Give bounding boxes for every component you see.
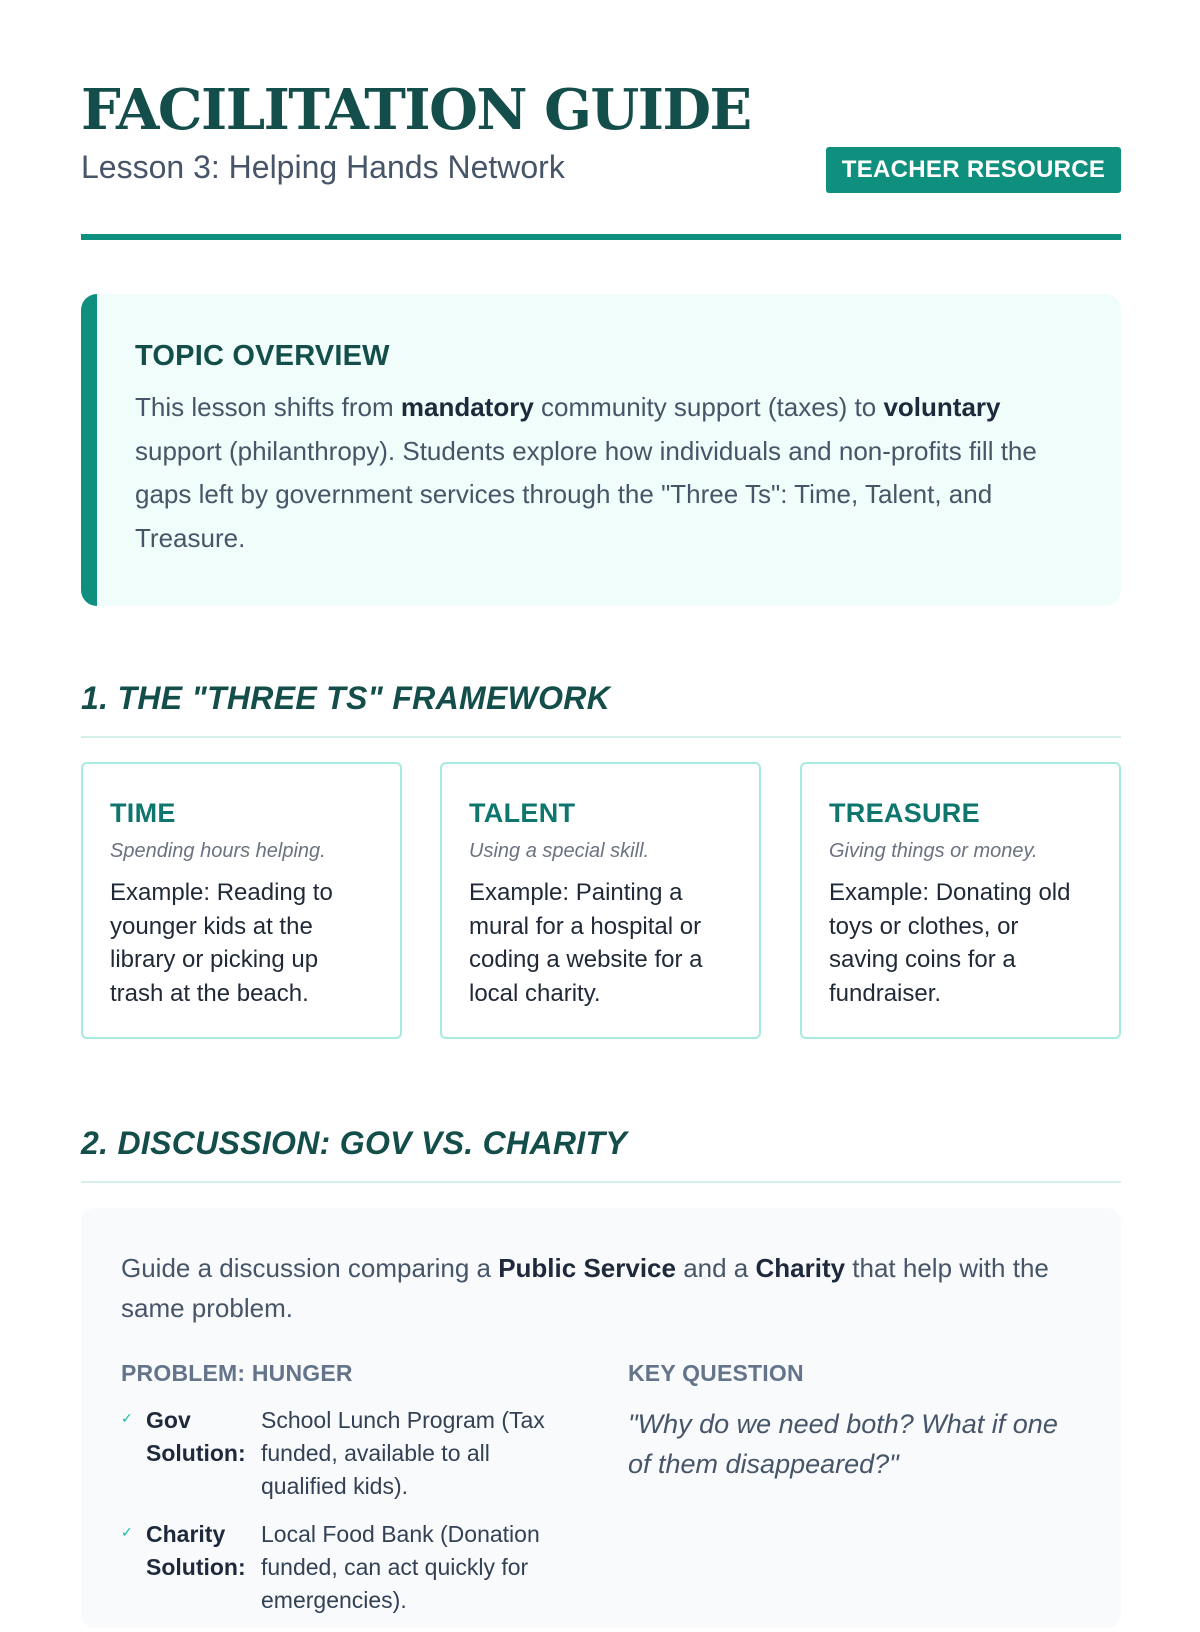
intro-text-part: that help with the same problem. [121,1253,1049,1323]
item-text: School Lunch Program (Tax funded, available to all qualified kids). [261,1407,545,1499]
card-example: Example: Painting a mural for a hospital or coding a website for a local charity. [469,879,703,1007]
key-question-label: KEY QUESTION [628,1360,804,1386]
item-label: Gov Solution: [146,1407,246,1466]
item-label: Charity Solution: [146,1521,246,1580]
card-subtitle: Using a special skill. [469,840,650,862]
three-ts-cards [81,762,1121,1039]
overview-text-part: This lesson shifts from [135,392,401,422]
intro-text-part: and a [675,1253,756,1283]
topic-overview-box [81,294,1121,606]
overview-heading: TOPIC OVERVIEW [135,340,390,372]
overview-bold-mandatory: mandatory [400,392,534,422]
list-item-charity [121,1518,581,1632]
discussion-box [81,1208,1121,1628]
section-heading-framework: 1. THE "THREE TS" FRAMEWORK [81,682,1121,738]
check-icon: ✓ [121,1524,133,1540]
header-divider [81,234,1121,240]
card-talent [440,762,761,1039]
intro-bold-charity: Charity [755,1253,846,1283]
overview-text [135,386,1090,560]
card-subtitle: Spending hours helping. [110,840,326,862]
overview-text-part: community support (taxes) to [533,392,884,422]
lesson-subtitle: Lesson 3: Helping Hands Network [81,149,565,185]
item-text: Local Food Bank (Donation funded, can act quickly for emergencies). [261,1521,540,1613]
problem-label: PROBLEM: HUNGER [121,1360,353,1386]
card-subtitle: Giving things or money. [829,840,1038,862]
key-question-text: "Why do we need both? What if one of them disappeared?" [628,1409,1058,1479]
teacher-resource-badge: TEACHER RESOURCE [826,147,1121,193]
card-title: TIME [110,798,176,828]
intro-bold-public-service: Public Service [498,1253,676,1283]
solution-list [121,1404,581,1632]
card-title: TREASURE [829,798,980,828]
overview-bold-voluntary: voluntary [883,392,1001,422]
card-example: Example: Reading to younger kids at the library or picking up trash at the beach. [110,879,333,1007]
discussion-intro [121,1248,1081,1328]
card-time [81,762,402,1039]
page-title: FACILITATION GUIDE [81,77,751,143]
overview-text-part: support (philanthropy). Students explore how individuals and non-profits fill the gaps left by government services through the "Three Ts": Time, Talent, and Treasure. [135,435,1037,553]
section-heading-discussion: 2. DISCUSSION: GOV VS. CHARITY [81,1127,1121,1183]
list-item-gov [121,1404,581,1518]
card-title: TALENT [469,798,576,828]
card-example: Example: Donating old toys or clothes, or saving coins for a fundraiser. [829,879,1071,1007]
intro-text-part: Guide a discussion comparing a [121,1253,499,1283]
check-icon: ✓ [121,1410,133,1426]
card-treasure [800,762,1121,1039]
